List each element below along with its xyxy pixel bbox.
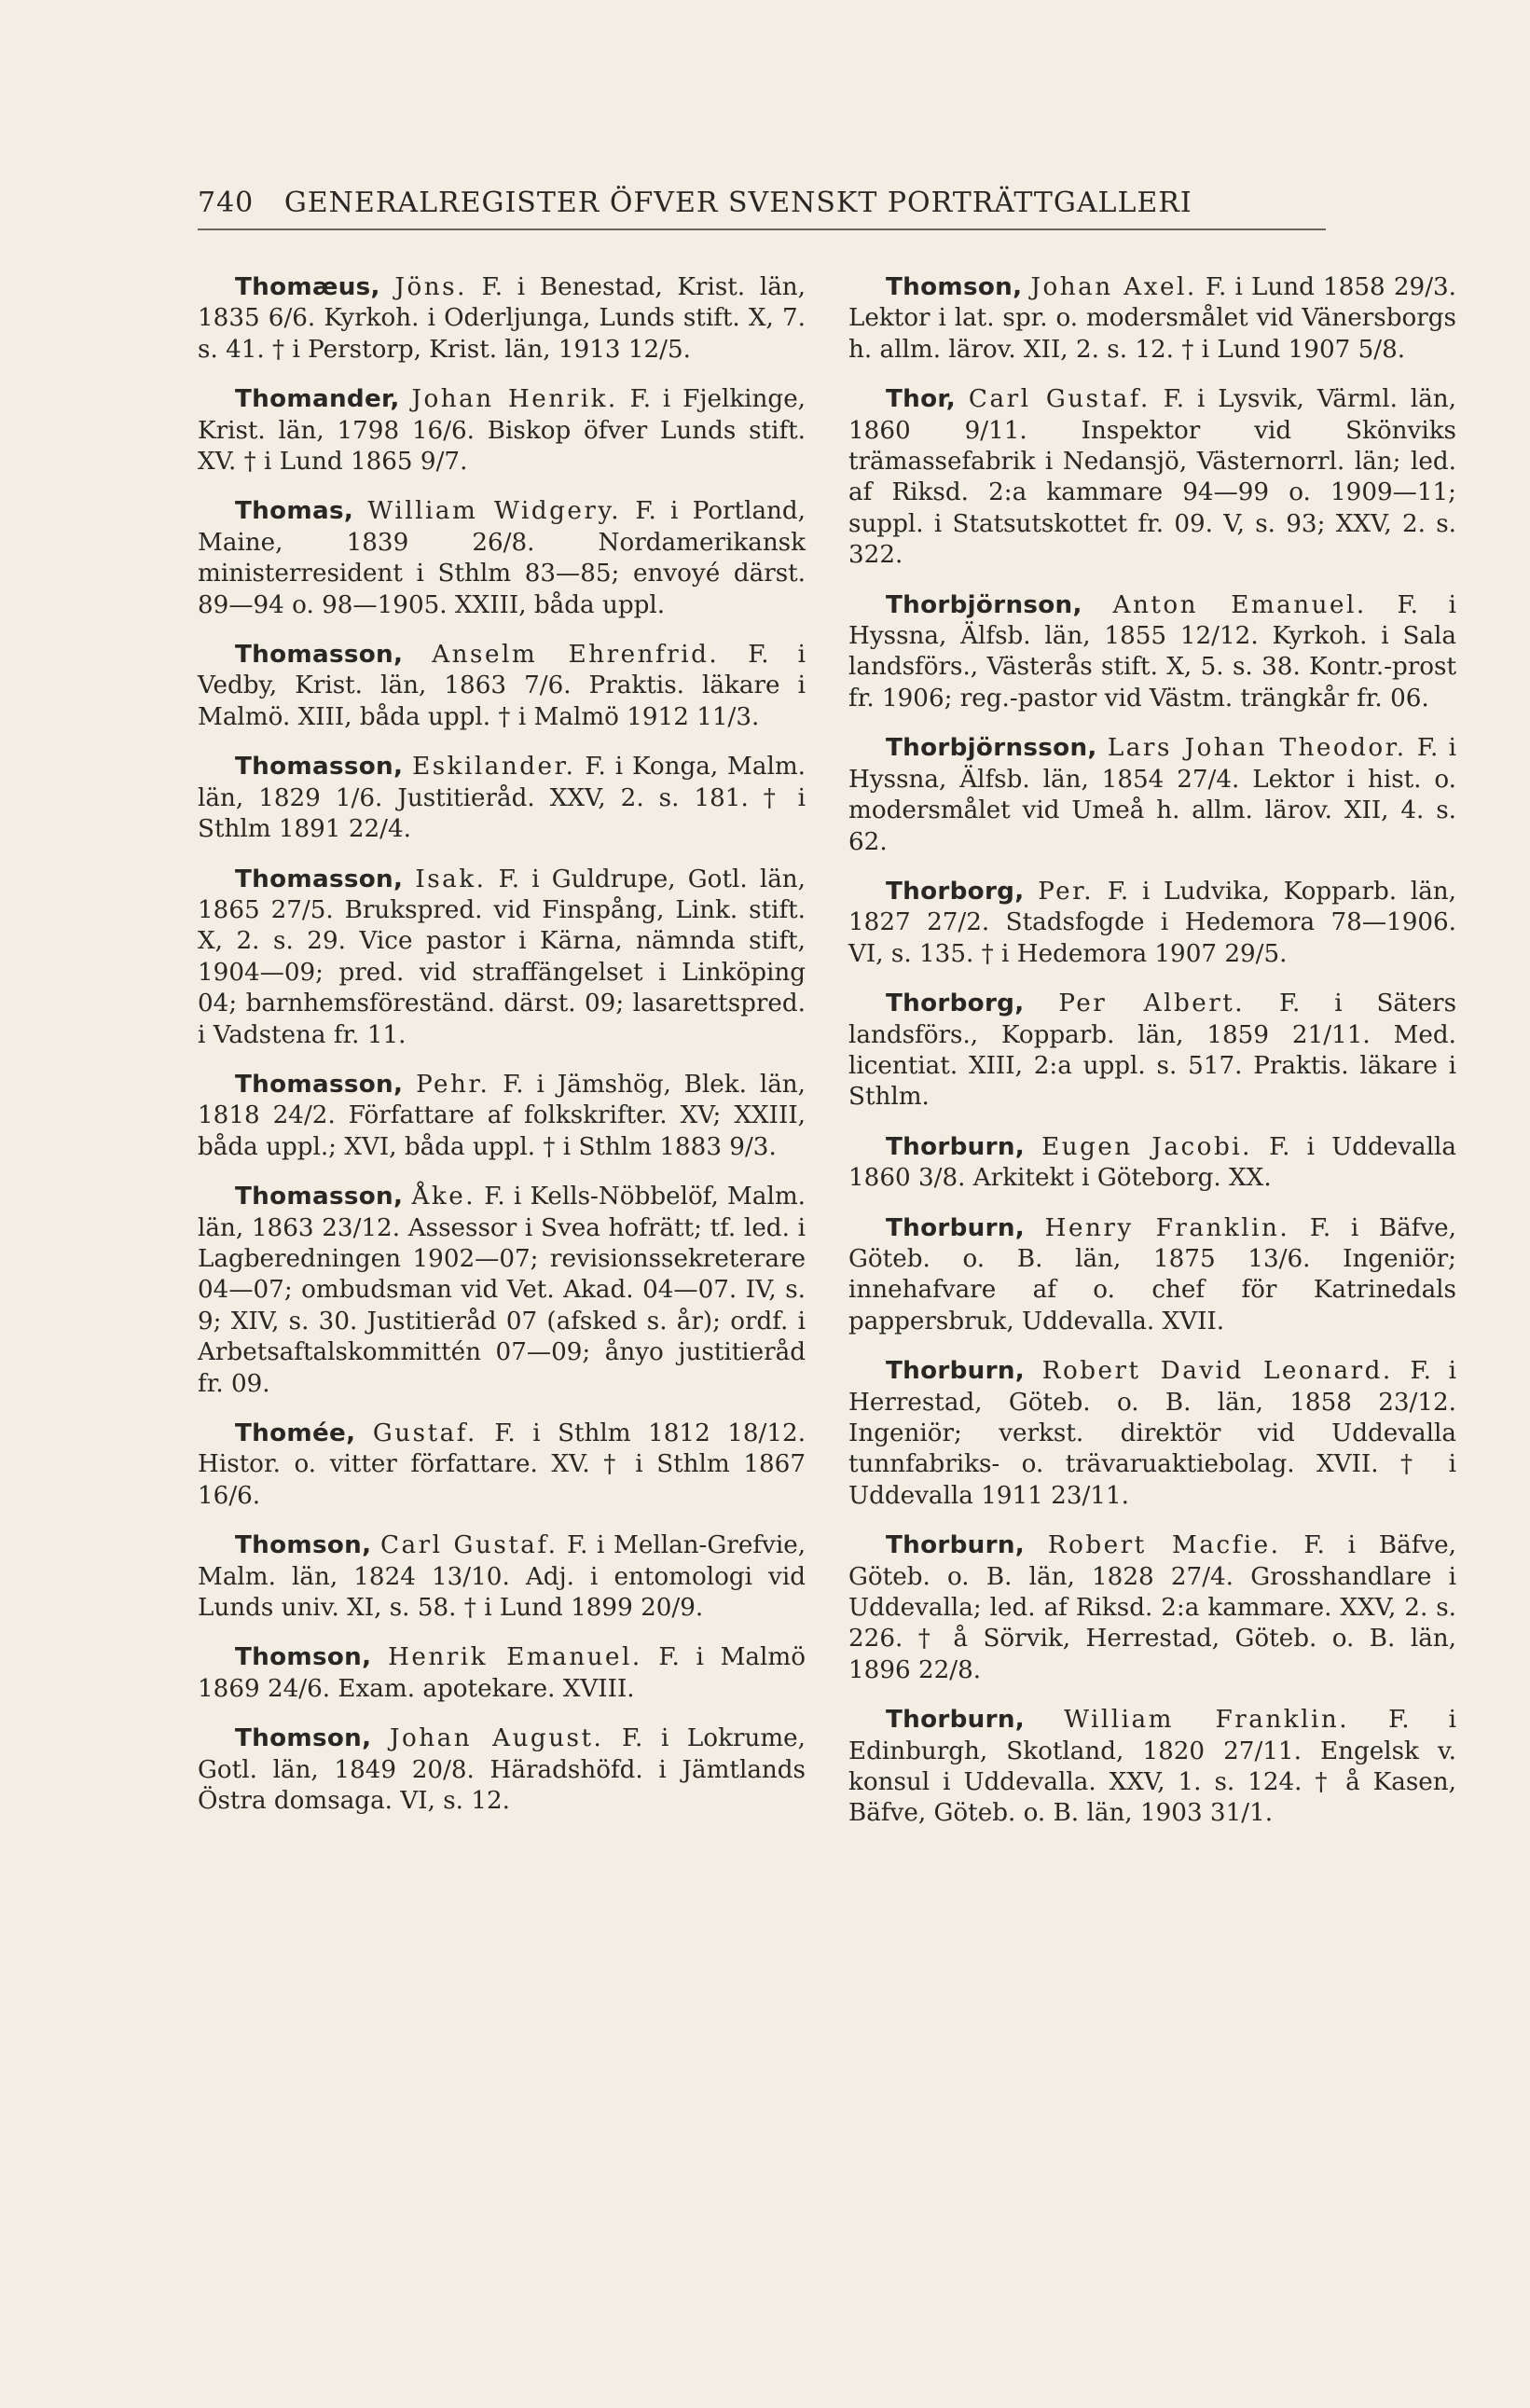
entry-details: F. i Mellan-Grefvie, Malm. län, 1824 13/10. Adj. i entomologi vid Lunds univ. XI, s. 58. † i Lund 1899 20/9. [198,1531,806,1623]
register-entry [848,1132,1456,1195]
entry-surname: Thorburn, [886,1706,1026,1735]
entry-given-names: William Franklin. [1064,1706,1350,1735]
entry-given-names: Robert Macfie. [1047,1531,1281,1560]
entry-given-names: Eugen Jacobi. [1041,1132,1252,1161]
entry-details: F. i Malmö 1869 24/6. Exam. apotekare. XVIII. [198,1643,806,1703]
entry-surname: Thomasson, [235,865,404,893]
entry-surname: Thomson, [235,1724,372,1753]
register-entry [848,384,1456,571]
entry-given-names: Isak. [415,865,487,893]
entry-details: F. i Guldrupe, Gotl. län, 1865 27/5. Brukspred. vid Finspång, Link. stift. X, 2. s. 29. Vice pastor i Kärna, nämnda stift, 1904—09; pred. vid straffängelset i Linköping 04; barnhemsföreständ. därst. 09; lasarettspred. i Vadstena fr. 11. [198,865,806,1049]
entry-surname: Thorburn, [886,1132,1026,1161]
entry-surname: Thorburn, [886,1531,1026,1560]
entry-given-names: Carl Gustaf. [968,385,1151,414]
running-title: GENERALREGISTER ÖFVER SVENSKT PORTRÄTTGALLERI [283,187,1192,219]
running-header [198,187,1326,230]
register-entry [198,1642,806,1705]
entry-surname: Thomson, [235,1531,372,1560]
entry-surname: Thorbjörnson, [886,590,1082,619]
entry-surname: Thomson, [235,1643,372,1672]
entry-surname: Thomson, [886,273,1023,301]
register-entry [848,989,1456,1114]
entry-details: F. i Bäfve, Göteb. o. B. län, 1828 27/4. Grosshandlare i Uddevalla; led. af Riksd. 2:a kammare. XXV, 2. s. 226. † å Sörvik, Herrestad, Göteb. o. B. län, 1896 22/8. [848,1531,1457,1684]
entry-details: F. i Lund 1858 29/3. Lektor i lat. spr. o. modersmålet vid Vänersborgs h. allm. lärov. XII, 2. s. 12. † i Lund 1907 5/8. [848,273,1457,364]
entry-surname: Thomas, [235,497,354,526]
entry-given-names: Anton Emanuel. [1112,590,1367,619]
entry-given-names: Johan Axel. [1030,273,1197,301]
register-entry [198,1070,806,1163]
entry-details: F. i Kells-Nöbbelöf, Malm. län, 1863 23/12. Assessor i Svea hofrätt; tf. led. i Lagberedningen 1902—07; revisionssekreterare 04—07; ombudsman vid Vet. Akad. 04—07. IV, s. 9; XIV, s. 30. Justitieråd 07 (afsked s. år); ordf. i Arbetsaftalskommittén 07—09; ånyo justitieråd fr. 09. [198,1183,806,1398]
entry-given-names: Pehr. [416,1070,490,1099]
entry-given-names: Carl Gustaf. [379,1531,558,1560]
entry-surname: Thorburn, [886,1213,1026,1242]
entry-details: F. i Sthlm 1812 18/12. Histor. o. vitter författare. XV. † i Sthlm 1867 16/6. [198,1419,806,1510]
entry-details: F. i Jämshög, Blek. län, 1818 24/2. Författare af folkskrifter. XV; XXIII, båda uppl.; XVI, båda uppl. † i Sthlm 1883 9/3. [198,1070,806,1161]
register-entry [848,590,1456,715]
entry-given-names: Lars Johan Theodor. [1107,734,1407,763]
register-entry [198,272,806,366]
entry-surname: Thomasson, [235,1070,404,1099]
entry-details: F. i Vedby, Krist. län, 1863 7/6. Praktis. läkare i Malmö. XIII, båda uppl. † i Malmö 1912 11/3. [198,641,806,731]
entry-given-names: Johan Henrik. [411,385,618,414]
register-entry [848,733,1456,858]
entry-given-names: Johan August. [389,1724,604,1753]
entry-surname: Thomæus, [235,273,380,301]
register-entry [198,865,806,1051]
entry-given-names: Åke. [411,1183,476,1211]
register-entry [848,1705,1456,1830]
entry-given-names: Robert David Leonard. [1041,1357,1393,1386]
entry-surname: Thorborg, [886,877,1025,906]
register-entry [848,1213,1456,1338]
entry-details: F. i Bäfve, Göteb. o. B. län, 1875 13/6. Ingeniör; innehafvare af o. chef för Katrinedals pappersbruk, Uddevalla. XVII. [848,1213,1456,1335]
entry-surname: Thomander, [235,385,400,414]
entry-details: F. i Säters landsförs., Kopparb. län, 1859 21/11. Med. licentiat. XIII, 2:a uppl. s. 517. Praktis. läkare i Sthlm. [848,989,1457,1112]
page-number: 740 [198,187,255,219]
entry-details: F. i Lokrume, Gotl. län, 1849 20/8. Häradshöfd. i Jämtlands Östra domsaga. VI, s. 12. [198,1724,806,1816]
entry-surname: Thomée, [235,1419,356,1447]
entry-surname: Thorbjörnsson, [886,734,1097,763]
right-column [848,272,1456,1848]
entry-surname: Thomasson, [235,1183,404,1211]
entry-surname: Thomasson, [235,753,404,782]
register-entry [198,1530,806,1624]
entry-details: F. i Fjelkinge, Krist. län, 1798 16/6. Biskop öfver Lunds stift. XV. † i Lund 1865 9/7. [198,385,806,477]
entry-details: F. i Hyssna, Älfsb. län, 1854 27/4. Lektor i hist. o. modersmålet vid Umeå h. allm. lärov. XII, 4. s. 62. [848,734,1456,856]
register-entry [848,1530,1456,1686]
register-entry [198,1182,806,1400]
entry-details: F. i Herrestad, Göteb. o. B. län, 1858 23/12. Ingeniör; verkst. direktör vid Uddevalla tunnfabriks- o. trävaruaktiebolag. XVII. † i Uddevalla 1911 23/11. [848,1357,1457,1510]
register-entry [198,496,806,621]
entry-given-names: Jöns. [394,273,467,301]
entry-given-names: Per Albert. [1058,989,1246,1018]
entry-details: F. i Hyssna, Älfsb. län, 1855 12/12. Kyrkoh. i Sala landsförs., Västerås stift. X, 5. s. 38. Kontr.-prost fr. 1906; reg.-pastor vid Västm. trängkår fr. 06. [848,590,1457,713]
entry-given-names: Per. [1038,877,1095,906]
entry-details: F. i Benestad, Krist. län, 1835 6/6. Kyrkoh. i Oderljunga, Lunds stift. X, 7. s. 41. † i Perstorp, Krist. län, 1913 12/5. [198,273,806,364]
entry-details: F. i Lysvik, Värml. län, 1860 9/11. Inspektor vid Skönviks trämassefabrik i Nedansjö, Västernorrl. län; led. af Riksd. 2:a kammare 94—99 o. 1909—11; suppl. i Statsutskottet fr. 09. V, s. 93; XXV, 2. s. 322. [848,385,1456,570]
entry-details: F. i Portland, Maine, 1839 26/8. Nordamerikansk ministerresident i Sthlm 83—85; envoyé därst. 89—94 o. 98—1905. XXIII, båda uppl. [198,497,806,619]
entry-given-names: Eskilander. [412,753,576,782]
entry-surname: Thor, [886,385,957,414]
left-column [198,272,806,1835]
entry-given-names: Gustaf. [372,1419,477,1447]
entry-surname: Thorborg, [886,989,1025,1018]
entry-given-names: Anselm Ehrenfrid. [432,641,720,670]
register-entry [848,1356,1456,1512]
register-entry [198,640,806,733]
entry-surname: Thomasson, [235,641,404,670]
register-entry [198,384,806,477]
register-entry [848,877,1456,970]
entry-given-names: Henrik Emanuel. [388,1643,642,1672]
entry-given-names: William Widgery. [367,497,622,526]
register-entry [198,1419,806,1512]
entry-given-names: Henry Franklin. [1044,1213,1290,1242]
entry-details: F. i Uddevalla 1860 3/8. Arkitekt i Göteborg. XX. [848,1132,1456,1193]
register-entry [848,272,1456,366]
entry-details: F. i Ludvika, Kopparb. län, 1827 27/2. Stadsfogde i Hedemora 78—1906. VI, s. 135. † i Hedemora 1907 29/5. [848,877,1456,968]
entry-details: F. i Edinburgh, Skotland, 1820 27/11. Engelsk v. konsul i Uddevalla. XXV, 1. s. 124. † å Kasen, Bäfve, Göteb. o. B. län, 1903 31/1. [848,1706,1456,1828]
entry-details: F. i Konga, Malm. län, 1829 1/6. Justitieråd. XXV, 2. s. 181. † i Sthlm 1891 22/4. [198,753,806,844]
entry-surname: Thorburn, [886,1357,1026,1386]
register-entry [198,1723,806,1817]
register-entry [198,752,806,845]
